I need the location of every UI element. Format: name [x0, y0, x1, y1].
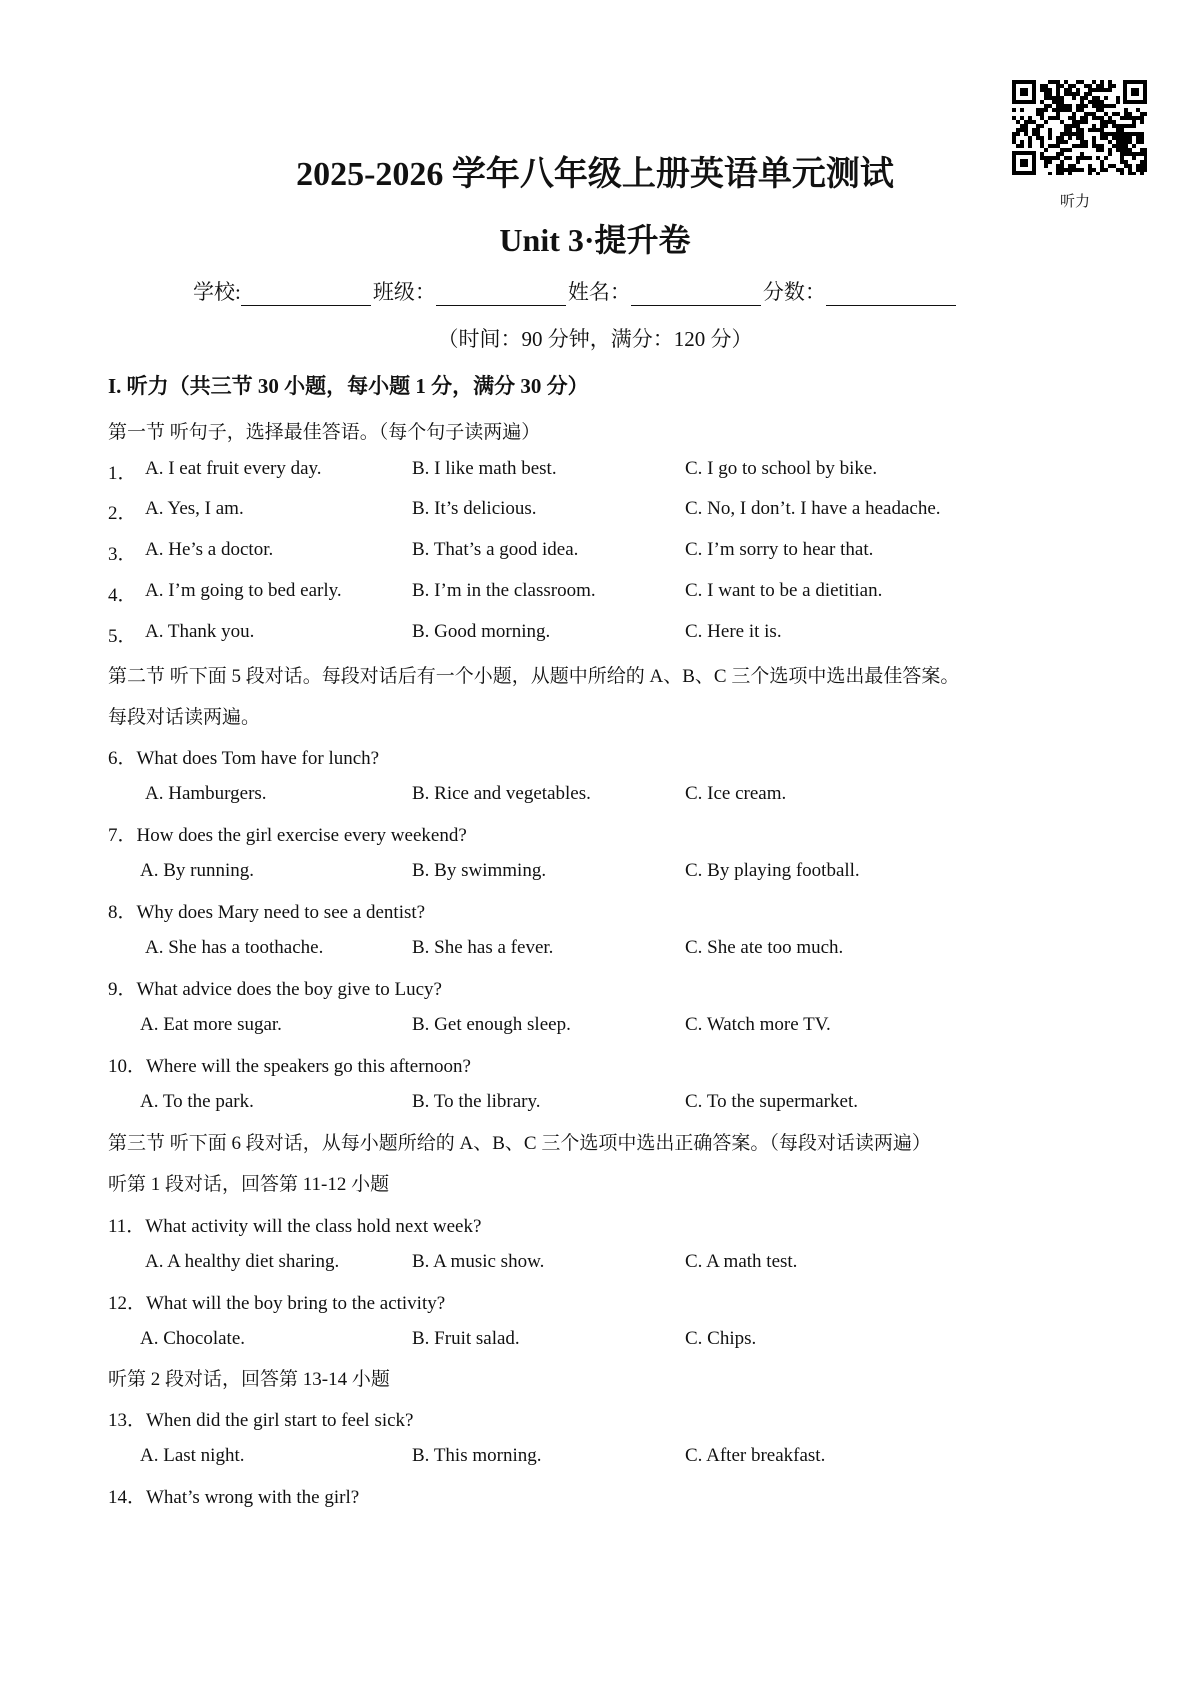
- q8-option-a: A. She has a toothache.: [145, 937, 324, 958]
- q3-option-a: A. He’s a doctor.: [145, 539, 274, 560]
- q2-number: 2．: [108, 503, 137, 524]
- sec1-instruction: 第一节 听句子，选择最佳答语。（每个句子读两遍）: [108, 422, 541, 443]
- q5-number: 5．: [108, 626, 137, 647]
- q10-option-b: B. To the library.: [412, 1091, 541, 1112]
- q1-option-b: B. I like math best.: [412, 458, 557, 479]
- sec2-instruction-line2: 每段对话读两遍。: [108, 707, 261, 728]
- q10-option-a: A. To the park.: [140, 1091, 254, 1112]
- q6-option-c: C. Ice cream.: [685, 783, 787, 804]
- q7-option-b: B. By swimming.: [412, 860, 547, 881]
- q6-option-a: A. Hamburgers.: [145, 783, 267, 804]
- q7-option-c: C. By playing football.: [685, 860, 860, 881]
- school-label: 学校:: [193, 280, 241, 304]
- school-blank[interactable]: [241, 285, 371, 306]
- dialog2-label: 听第 2 段对话，回答第 13-14 小题: [108, 1369, 390, 1390]
- q3-option-c: C. I’m sorry to hear that.: [685, 539, 874, 560]
- name-label: 姓名：: [567, 280, 631, 304]
- class-blank[interactable]: [436, 285, 566, 306]
- q13-option-a: A. Last night.: [140, 1445, 245, 1466]
- q2-option-c: C. No, I don’t. I have a headache.: [685, 498, 941, 519]
- q10-option-c: C. To the supermarket.: [685, 1091, 858, 1112]
- q14-question: 14．What’s wrong with the girl?: [108, 1487, 360, 1508]
- q2-option-b: B. It’s delicious.: [412, 498, 537, 519]
- q8-option-c: C. She ate too much.: [685, 937, 844, 958]
- sec3-instruction: 第三节 听下面 6 段对话，从每小题所给的 A、B、C 三个选项中选出正确答案。（每段对话读两遍）: [108, 1133, 931, 1154]
- student-info-fields: [193, 276, 958, 306]
- q10-question: 10．Where will the speakers go this afternoon?: [108, 1056, 471, 1077]
- q4-option-b: B. I’m in the classroom.: [412, 580, 596, 601]
- q12-option-a: A. Chocolate.: [140, 1328, 246, 1349]
- q3-number: 3．: [108, 544, 137, 565]
- dialog1-label: 听第 1 段对话，回答第 11-12 小题: [108, 1174, 390, 1195]
- score-blank[interactable]: [826, 285, 956, 306]
- q3-option-b: B. That’s a good idea.: [412, 539, 579, 560]
- q7-question: 7．How does the girl exercise every weekend?: [108, 825, 467, 846]
- q12-option-b: B. Fruit salad.: [412, 1328, 520, 1349]
- page-subtitle: Unit 3·提升卷: [499, 222, 691, 258]
- q12-option-c: C. Chips.: [685, 1328, 757, 1349]
- q9-option-b: B. Get enough sleep.: [412, 1014, 571, 1035]
- q2-option-a: A. Yes, I am.: [145, 498, 244, 519]
- q13-question: 13．When did the girl start to feel sick?: [108, 1410, 414, 1431]
- q1-number: 1．: [108, 463, 137, 484]
- q9-option-a: A. Eat more sugar.: [140, 1014, 282, 1035]
- q12-question: 12．What will the boy bring to the activity?: [108, 1293, 446, 1314]
- q13-option-c: C. After breakfast.: [685, 1445, 826, 1466]
- q6-option-b: B. Rice and vegetables.: [412, 783, 591, 804]
- q5-option-c: C. Here it is.: [685, 621, 782, 642]
- q6-question: 6．What does Tom have for lunch?: [108, 748, 380, 769]
- q5-option-b: B. Good morning.: [412, 621, 551, 642]
- page-title: 2025-2026 学年八年级上册英语单元测试: [296, 156, 894, 193]
- q9-option-c: C. Watch more TV.: [685, 1014, 831, 1035]
- q4-number: 4．: [108, 585, 137, 606]
- class-label: 班级：: [372, 280, 436, 304]
- qr-label: 听力: [1060, 192, 1091, 210]
- time-note: （时间：90 分钟，满分：120 分）: [437, 327, 753, 351]
- q13-option-b: B. This morning.: [412, 1445, 542, 1466]
- q1-option-a: A. I eat fruit every day.: [145, 458, 322, 479]
- q4-option-a: A. I’m going to bed early.: [145, 580, 342, 601]
- q11-option-a: A. A healthy diet sharing.: [145, 1251, 340, 1272]
- q1-option-c: C. I go to school by bike.: [685, 458, 878, 479]
- score-label: 分数：: [762, 280, 826, 304]
- q7-option-a: A. By running.: [140, 860, 254, 881]
- q5-option-a: A. Thank you.: [145, 621, 255, 642]
- section-heading-listening: I. 听力（共三节 30 小题，每小题 1 分，满分 30 分）: [108, 374, 589, 398]
- q9-question: 9．What advice does the boy give to Lucy?: [108, 979, 442, 1000]
- q4-option-c: C. I want to be a dietitian.: [685, 580, 883, 601]
- q11-option-b: B. A music show.: [412, 1251, 545, 1272]
- q8-option-b: B. She has a fever.: [412, 937, 554, 958]
- name-blank[interactable]: [631, 285, 761, 306]
- q11-question: 11．What activity will the class hold next week?: [108, 1216, 482, 1237]
- q11-option-c: C. A math test.: [685, 1251, 798, 1272]
- sec2-instruction-line1: 第二节 听下面 5 段对话。每段对话后有一个小题，从题中所给的 A、B、C 三个选项中选出最佳答案。: [108, 666, 960, 687]
- q8-question: 8．Why does Mary need to see a dentist?: [108, 902, 426, 923]
